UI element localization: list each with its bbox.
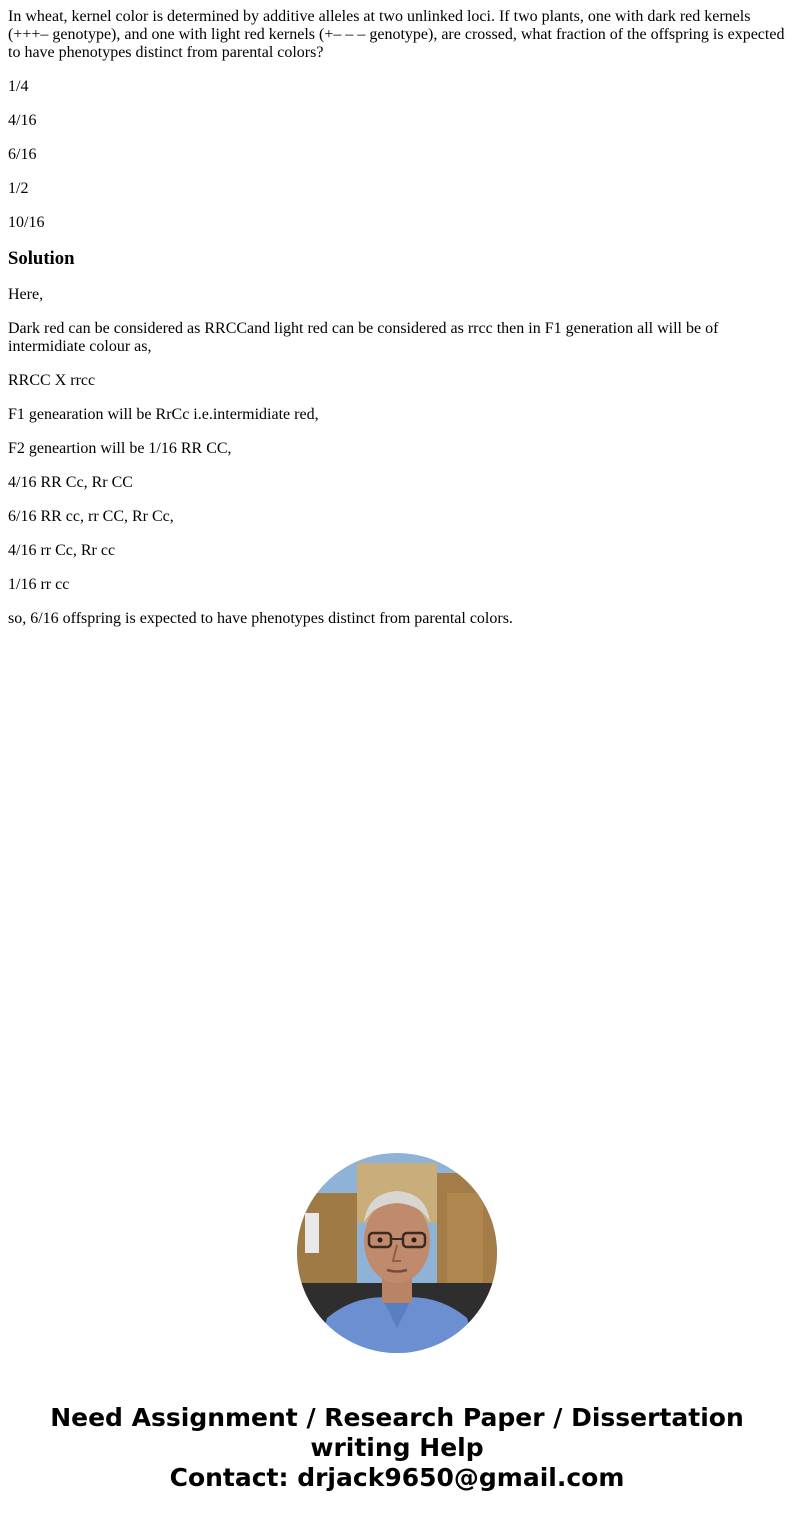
solution-line: 6/16 RR cc, rr CC, Rr Cc,	[8, 508, 174, 525]
option-item: 6/16	[8, 146, 37, 163]
option-item: 1/4	[8, 78, 29, 95]
option-item: 1/2	[8, 180, 29, 197]
page-content	[8, 8, 786, 644]
solution-line: 4/16 rr Cc, Rr cc	[8, 542, 116, 559]
solution-body	[8, 286, 786, 628]
solution-line: 1/16 rr cc	[8, 576, 70, 593]
person-portrait-icon	[297, 1153, 497, 1353]
answer-options	[8, 78, 786, 232]
solution-line: F2 geneartion will be 1/16 RR CC,	[8, 440, 232, 457]
question-text: In wheat, kernel color is determined by additive alleles at two unlinked loci. If two plants, one with dark red kernels (+++– genotype), and one with light red kernels (+– – – genotype), are crossed, what fraction of the offspring is expected to have phenotypes distinct from parental colors?	[8, 8, 785, 61]
solution-line: Here,	[8, 286, 44, 303]
solution-line: so, 6/16 offspring is expected to have phenotypes distinct from parental colors.	[8, 610, 513, 627]
promo-line: Need Assignment / Research Paper / Dissertation	[50, 1403, 744, 1432]
promo-banner	[0, 1403, 794, 1493]
solution-heading: Solution	[8, 248, 75, 269]
solution-line: Dark red can be considered as RRCCand light red can be considered as rrcc then in F1 generation all will be of intermidiate colour as,	[8, 320, 719, 355]
solution-line: F1 genearation will be RrCc i.e.intermidiate red,	[8, 406, 319, 423]
option-item: 10/16	[8, 214, 45, 231]
promo-line: writing Help	[310, 1433, 484, 1462]
solution-line: RRCC X rrcc	[8, 372, 96, 389]
author-photo	[297, 1153, 497, 1353]
solution-line: 4/16 RR Cc, Rr CC	[8, 474, 133, 491]
option-item: 4/16	[8, 112, 37, 129]
contact-email: Contact: drjack9650@gmail.com	[169, 1463, 625, 1492]
